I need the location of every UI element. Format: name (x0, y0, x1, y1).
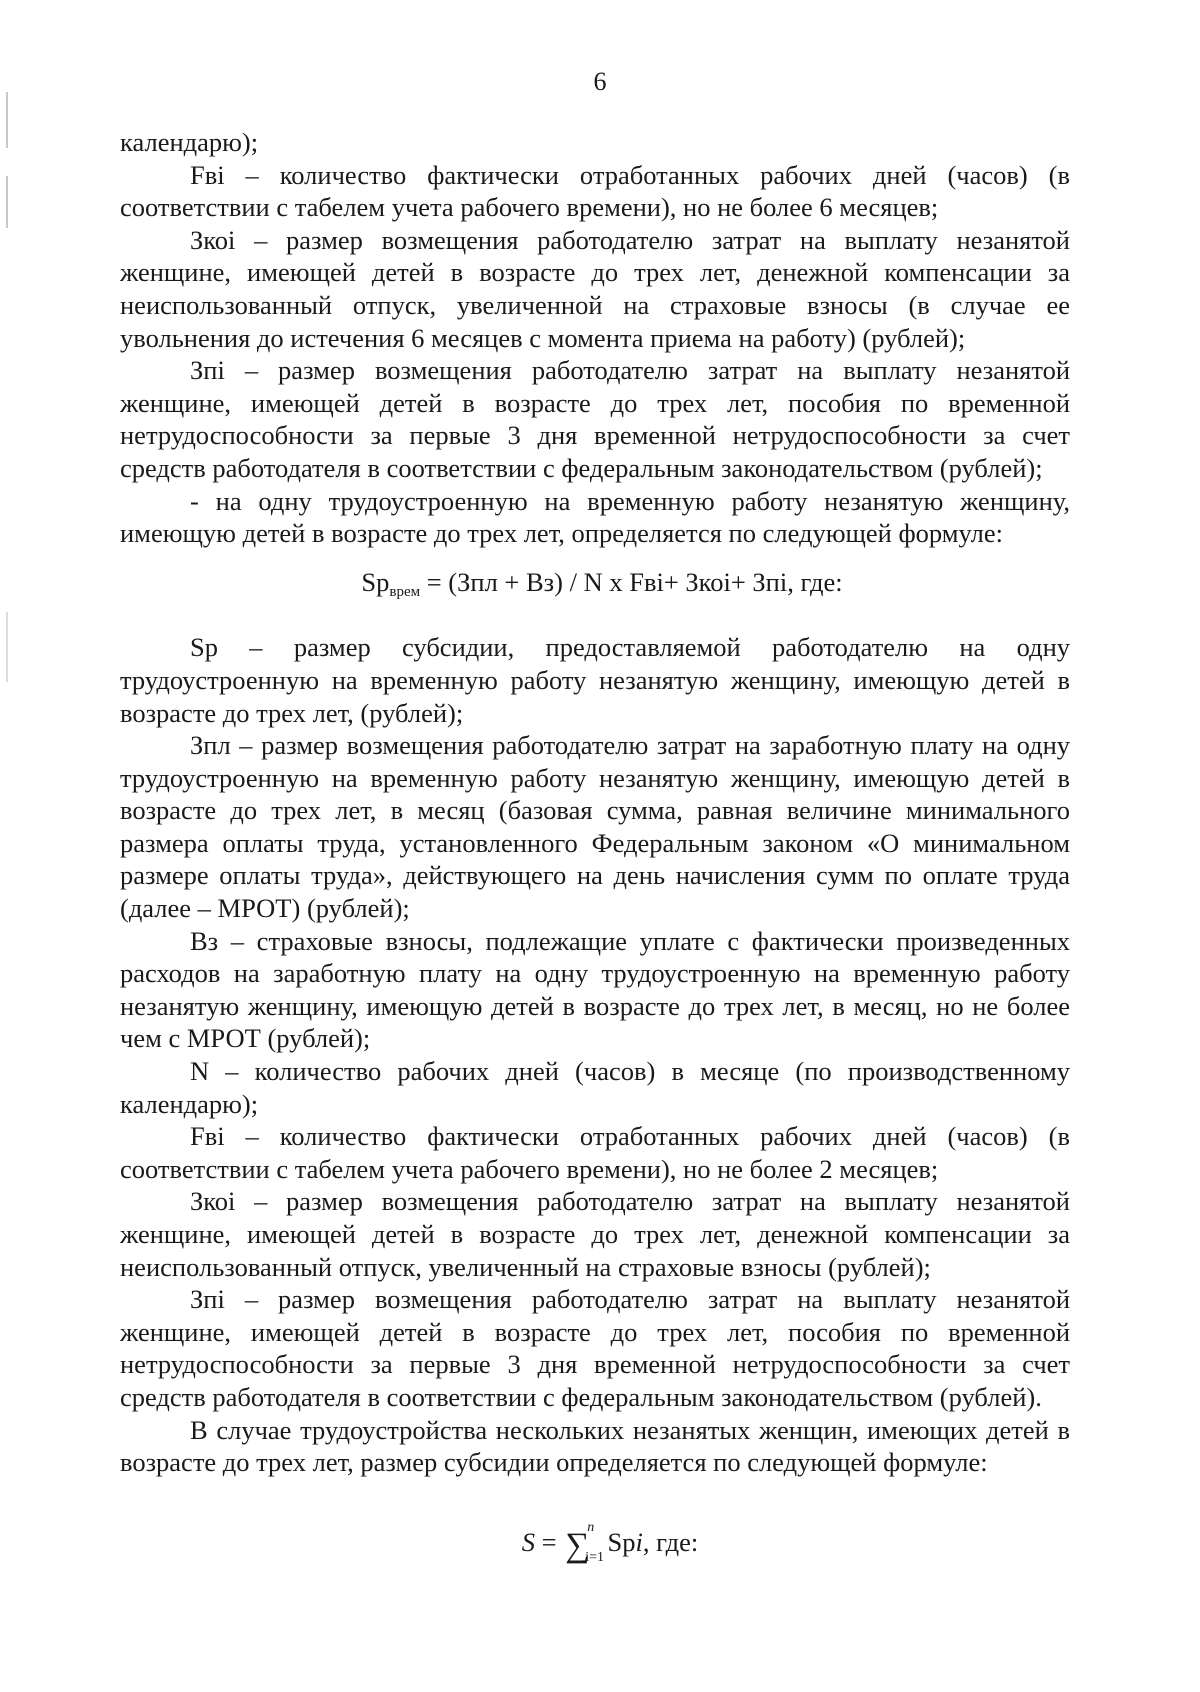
document-body (120, 126, 1070, 1565)
paragraph: Sp – размер субсидии, предоставляемой работодателю на одну трудоустроенную на временную работу незанятую женщину, имеющую детей в возрасте до трех лет, (рублей); (120, 632, 1070, 728)
formula-lhs: Sp (361, 566, 390, 597)
sum-lower-limit: i=1 (585, 1549, 604, 1565)
scan-margin-mark (6, 176, 8, 228)
formula-lhs: S (521, 1526, 535, 1557)
formula-tail: , где: (642, 1526, 699, 1557)
formula-term: Sp (607, 1526, 636, 1557)
paragraph: Зкоi – размер возмещения работодателю затрат на выплату незанятой женщине, имеющей детей в возрасте до трех лет, денежной компенсации за неиспользованный отпуск, увеличенной на страховые взносы (в случае ее увольнения до истечения 6 месяцев с момента приема на работу) (рублей); (120, 224, 1070, 353)
formula-lhs-subscript: врем (389, 583, 421, 600)
paragraph: Зпл – размер возмещения работодателю затрат на заработную плату на одну трудоустроенную на временную работу незанятую женщину, имеющую детей в возрасте до трех лет, в месяц (базовая сумма, равная величине минимального размера оплаты труда, установленного Федеральным законом «О минимальном размере оплаты труда», действующего на день начисления сумм по оплате труда (далее – МРОТ) (рублей); (120, 730, 1070, 924)
paragraph: - на одну трудоустроенную на временную работу незанятую женщину, имеющую детей в возрасте до трех лет, определяется по следующей формуле: (120, 485, 1070, 549)
paragraph: N – количество рабочих дней (часов) в месяце (по производственному календарю); (120, 1056, 1070, 1119)
paragraph: Зпi – размер возмещения работодателю затрат на выплату незанятой женщине, имеющей детей в возрасте до трех лет, пособия по временной нетрудоспособности за первые 3 дня временной нетрудоспособности за счет средств работодателя в соответствии с федеральным законодательством (рублей). (120, 1284, 1070, 1412)
paragraph: Зкоi – размер возмещения работодателю затрат на выплату незанятой женщине, имеющей детей в возрасте до трех лет, денежной компенсации за неиспользованный отпуск, увеличенный на страховые взносы (рублей); (120, 1186, 1070, 1282)
formula-term-index: i (635, 1526, 643, 1557)
scan-margin-mark (6, 92, 8, 148)
paragraph: В случае трудоустройства нескольких незанятых женщин, имеющих детей в возрасте до трех лет, размер субсидии определяется по следующей формуле: (120, 1414, 1070, 1478)
paragraph: Вз – страховые взносы, подлежащие уплате с фактически произведенных расходов на заработную плату на одну трудоустроенную на временную работу незанятую женщину, имеющую детей в возрасте до трех лет, в месяц, но не более чем с МРОТ (рублей); (120, 925, 1070, 1054)
formula-rhs: = (Зпл + Вз) / N x Fвi+ Зкоi+ Зпi, где: (420, 566, 843, 597)
sum-upper-limit: n (587, 1519, 595, 1535)
formula-equals: = (535, 1526, 564, 1557)
summation-symbol (565, 1519, 605, 1565)
paragraph: Fвi – количество фактически отработанных рабочих дней (часов) (в соответствии с табелем учета рабочего времени), но не более 2 месяцев; (120, 1121, 1070, 1184)
formula-sp-temporary (120, 550, 1070, 632)
paragraph: Зпi – размер возмещения работодателю затрат на выплату незанятой женщине, имеющей детей в возрасте до трех лет, пособия по временной нетрудоспособности за первые 3 дня временной нетрудоспособности за счет средств работодателя в соответствии с федеральным законодательством (рублей); (120, 355, 1070, 483)
paragraph: календарю); (120, 127, 259, 157)
paragraph: Fвi – количество фактически отработанных рабочих дней (часов) (в соответствии с табелем учета рабочего времени), но не более 6 месяцев; (120, 159, 1070, 223)
formula-total-subsidy (120, 1479, 1070, 1565)
scan-margin-mark (6, 612, 8, 682)
page-number: 6 (593, 67, 607, 96)
sigma-icon: ∑ (565, 1526, 590, 1564)
